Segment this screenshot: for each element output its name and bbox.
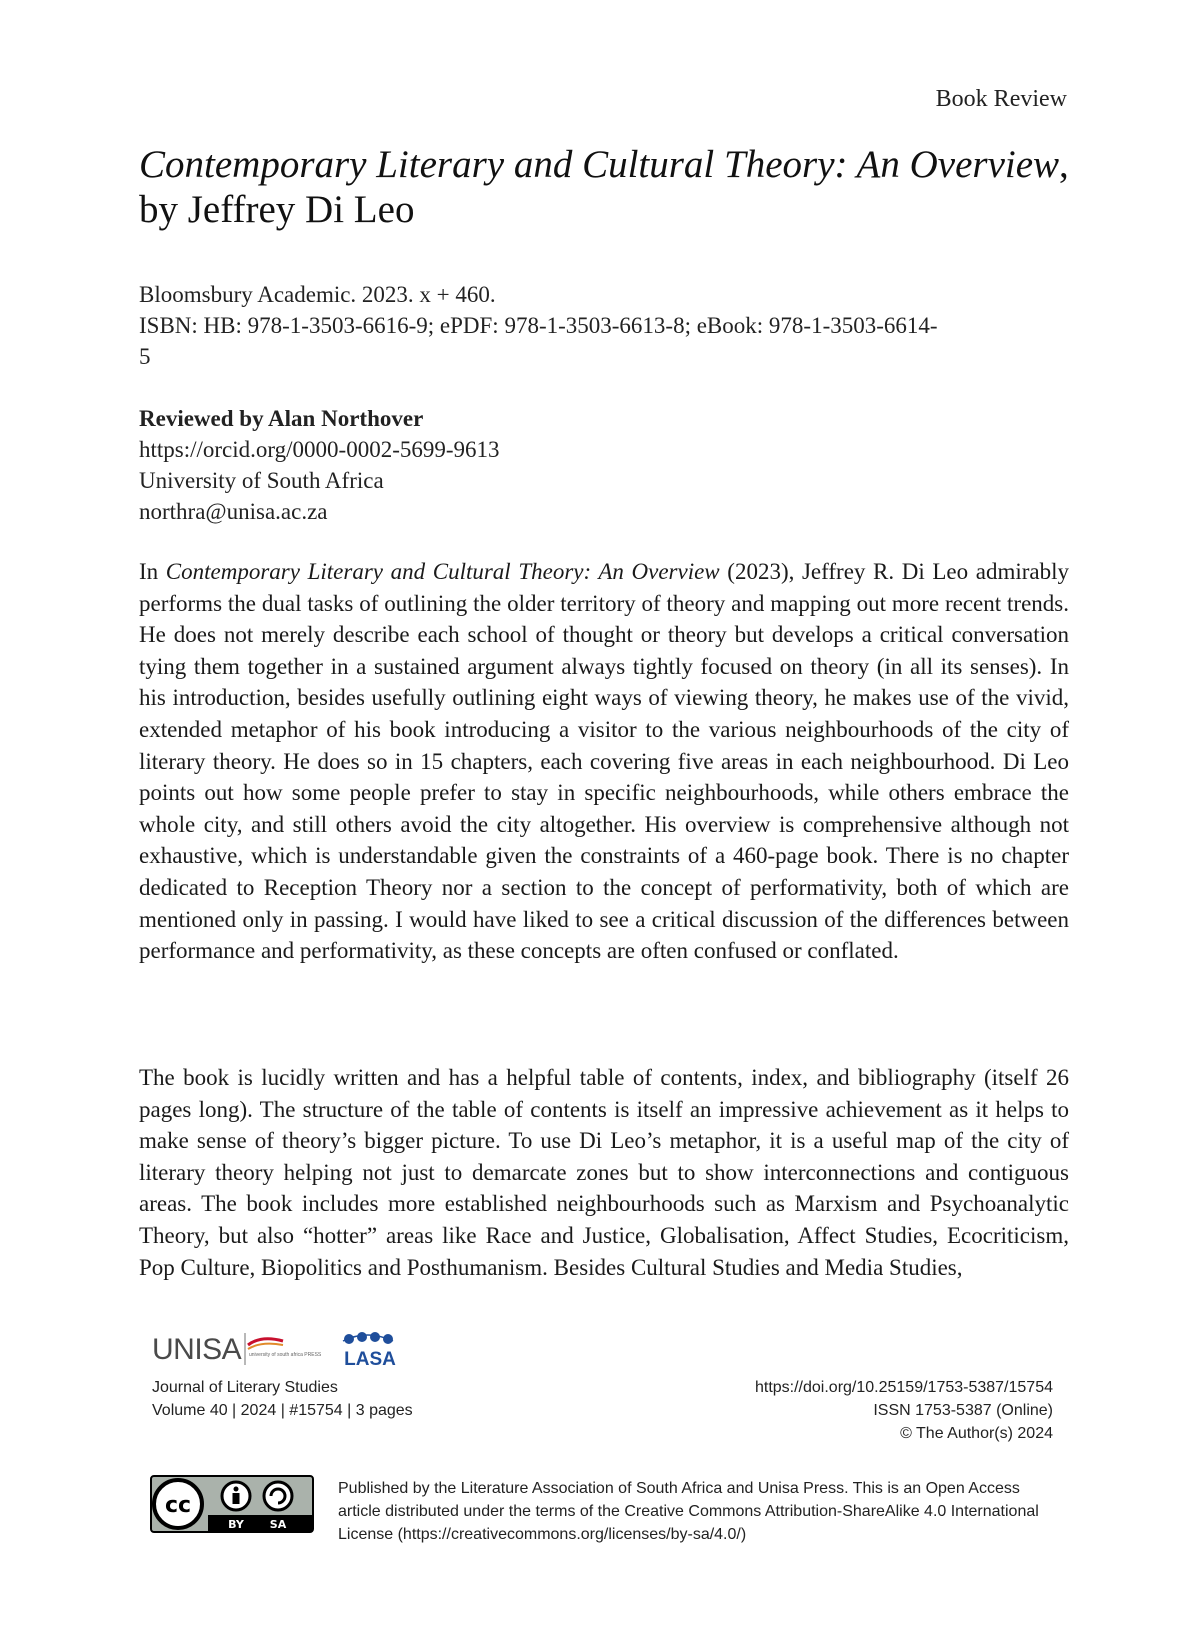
journal-info — [152, 1376, 413, 1422]
journal-name: Journal of Literary Studies — [152, 1379, 338, 1396]
license-notice: Published by the Literature Association of South Africa and Unisa Press. This is an Open Access article distributed under the terms of the Creative Commons Attribution-ShareAlike 4.0 International License (https://creativecommons.org/licenses/by-sa/4.0/) — [338, 1480, 1039, 1543]
sa-label: SA — [269, 1518, 287, 1531]
byline: , by Jeffrey Di Leo — [139, 143, 1069, 231]
paragraph-1-book-title: Contemporary Literary and Cultural Theory: An Overview — [165, 559, 720, 584]
isbn-line-continuation: 5 — [139, 344, 151, 369]
body-paragraph-2: The book is lucidly written and has a helpful table of contents, index, and bibliography (itself 26 pages long). The structure of the table of contents is itself an impressive achievement as it helps to make sense of theory’s bigger picture. To use Di Leo’s metaphor, it is a useful map of the city of literary theory helping not just to demarcate zones but to show interconnections and contiguous areas. The book includes more established neighbourhoods such as Marxism and Psychoanalytic Theory, but also “hotter” areas like Race and Justice, Globalisation, Affect Studies, Ecocriticism, Pop Culture, Biopolitics and Posthumanism. Besides Cultural Studies and Media Studies, — [139, 1065, 1069, 1280]
publisher-line: Bloomsbury Academic. 2023. x + 460. — [139, 282, 496, 307]
publication-info — [139, 279, 1074, 372]
reviewer-info — [139, 403, 1074, 527]
reviewer-name: Reviewed by Alan Northover — [139, 406, 424, 431]
cc-label: cc — [164, 1493, 192, 1518]
section-label: Book Review — [935, 86, 1067, 112]
doi-link[interactable]: https://doi.org/10.25159/1753-5387/15754 — [754, 1379, 1053, 1396]
cc-by-sa-badge-icon[interactable] — [150, 1475, 314, 1533]
isbn-line: ISBN: HB: 978-1-3503-6616-9; ePDF: 978-1-3503-6613-8; eBook: 978-1-3503-6614- — [139, 313, 938, 338]
doi-info — [755, 1376, 1053, 1445]
paragraph-1-text: (2023), Jeffrey R. Di Leo admirably performs the dual tasks of outlining the older territory of theory and mapping out more recent trends. He does not merely describe each school of thought or theory but develops a critical conversation tying them together in a sustained argument always tightly focused on theory (in all its senses). In his introduction, besides usefully outlining eight ways of viewing theory, he makes use of the vivid, extended metaphor of his book introducing a visitor to the various neighbourhoods of the city of literary theory. He does so in 15 chapters, each covering five areas in each neighbourhood. Di Leo points out how some people prefer to stay in specific neighbourhoods, while others embrace the whole city, and still others avoid the city altogether. His overview is comprehensive although not exhaustive, which is understandable given the constraints of a 460-page book. There is no chapter dedicated to Reception Theory nor a section to the concept of performativity, both of which are mentioned only in passing. I would have liked to see a critical discussion of the differences between performance and performativity, as these concepts are often confused or conflated. — [139, 559, 1070, 964]
by-label: BY — [228, 1518, 244, 1531]
reviewer-orcid[interactable]: https://orcid.org/0000-0002-5699-9613 — [139, 437, 500, 462]
body-paragraph-1 — [139, 556, 1069, 967]
paragraph-1-intro: In — [139, 559, 166, 584]
unisa-logo — [152, 1331, 322, 1369]
lasa-logo-icon — [337, 1329, 403, 1369]
unisa-mark-text: university of south africa PRESS — [249, 1352, 322, 1358]
reviewer-affiliation: University of South Africa — [139, 468, 384, 493]
book-title: Contemporary Literary and Cultural Theory: An Overview — [139, 143, 1060, 186]
unisa-press-mark-icon — [243, 1331, 322, 1369]
issn: ISSN 1753-5387 (Online) — [873, 1402, 1053, 1419]
unisa-logo-text: UNISA — [152, 1333, 242, 1366]
lasa-logo-text: LASA — [344, 1349, 396, 1370]
volume-info: Volume 40 | 2024 | #15754 | 3 pages — [152, 1402, 413, 1419]
review-title — [139, 142, 1069, 232]
copyright: © The Author(s) 2024 — [900, 1425, 1053, 1442]
reviewer-email[interactable]: northra@unisa.ac.za — [139, 499, 328, 524]
